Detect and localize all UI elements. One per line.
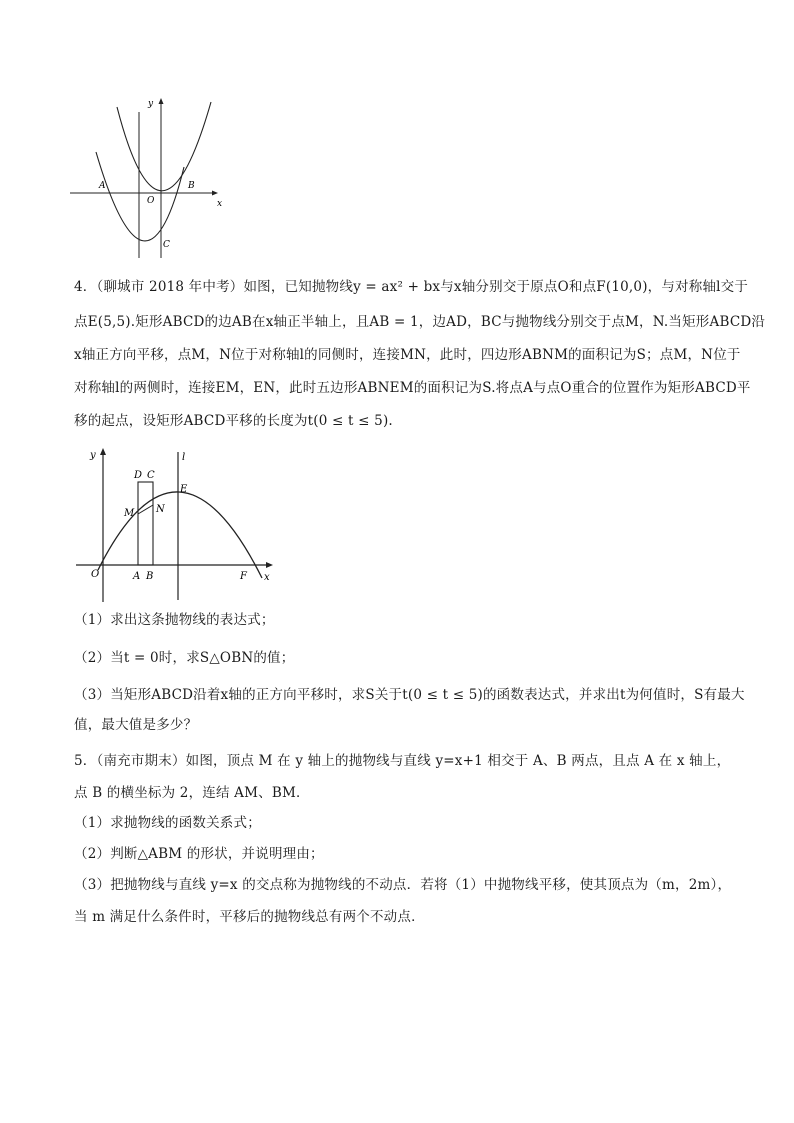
label-c: C <box>163 240 170 250</box>
label-x: x <box>264 572 270 583</box>
problem5-question-3a: （3）把抛物线与直线 y=x 的交点称为抛物线的不动点．若将（1）中抛物线平移，使其顶点为（m，2m）， <box>74 877 732 893</box>
problem5-question-3b: 当 m 满足什么条件时，平移后的抛物线总有两个不动点． <box>74 909 425 925</box>
y-axis-arrow-icon <box>100 448 106 455</box>
problem4-line-5: 移的起点，设矩形ABCD平移的长度为t(0 ≤ t ≤ 5). <box>74 413 393 429</box>
problem5-line-1: 5．（南充市期末）如图，顶点 M 在 y 轴上的抛物线与直线 y=x+1 相交于 A、B 两点，且点 A 在 x 轴上， <box>74 753 731 769</box>
label-o: O <box>91 569 100 580</box>
problem5-question-1: （1）求抛物线的函数关系式； <box>74 815 261 831</box>
problem4-question-3a: （3）当矩形ABCD沿着x轴的正方向平移时，求S关于t(0 ≤ t ≤ 5)的函数表达式，并求出t为何值时，S有最大 <box>74 687 745 703</box>
label-d: D <box>134 470 143 481</box>
parabola-lower <box>96 152 184 241</box>
problem5-question-2: （2）判断△ABM 的形状，并说明理由； <box>74 846 324 862</box>
label-e: E <box>180 484 188 495</box>
x-axis-arrow-icon <box>212 191 218 196</box>
label-y: y <box>90 450 96 461</box>
label-l: l <box>182 452 186 463</box>
segment-mn <box>138 505 153 514</box>
rectangle-abcd <box>138 482 153 565</box>
problem4-question-1: （1）求出这条抛物线的表达式； <box>74 612 275 628</box>
label-f: F <box>240 571 247 582</box>
label-x: x <box>217 199 223 209</box>
problem4-question-3b: 值，最大值是多少？ <box>74 717 198 733</box>
label-a: A <box>133 571 141 582</box>
figure-parabola-rectangle <box>70 440 280 605</box>
x-axis-arrow-icon <box>266 562 273 568</box>
label-n: N <box>156 504 165 515</box>
problem4-line-3: x轴正方向平移，点M，N位于对称轴l的同侧时，连接MN，此时，四边形ABNM的面积记为S；点M，N位于 <box>74 347 741 363</box>
label-c: C <box>147 470 155 481</box>
problem4-line-2: 点E(5,5).矩形ABCD的边AB在x轴正半轴上，且AB = 1，边AD，BC与抛物线分别交于点M，N.当矩形ABCD沿 <box>74 314 766 330</box>
label-b: B <box>188 181 195 191</box>
label-o: O <box>147 196 155 206</box>
problem4-question-2: （2）当t = 0时，求S△OBN的值； <box>74 650 295 666</box>
problem4-line-4: 对称轴l的两侧时，连接EM，EN，此时五边形ABNEM的面积记为S.将点A与点O重合的位置作为矩形ABCD平 <box>74 380 751 396</box>
parabola-upper <box>117 102 211 191</box>
figure-two-parabolas <box>66 92 236 262</box>
label-m: M <box>124 508 135 519</box>
y-axis-arrow-icon <box>159 98 164 104</box>
label-a: A <box>99 181 106 191</box>
label-y: y <box>148 99 154 109</box>
problem4-line-1: 4．（聊城市 2018 年中考）如图，已知抛物线y = ax² + bx与x轴分别交于原点O和点F(10,0)，与对称轴l交于 <box>74 279 749 295</box>
problem5-line-2: 点 B 的横坐标为 2，连结 AM、BM． <box>74 785 310 801</box>
label-b: B <box>146 571 154 582</box>
